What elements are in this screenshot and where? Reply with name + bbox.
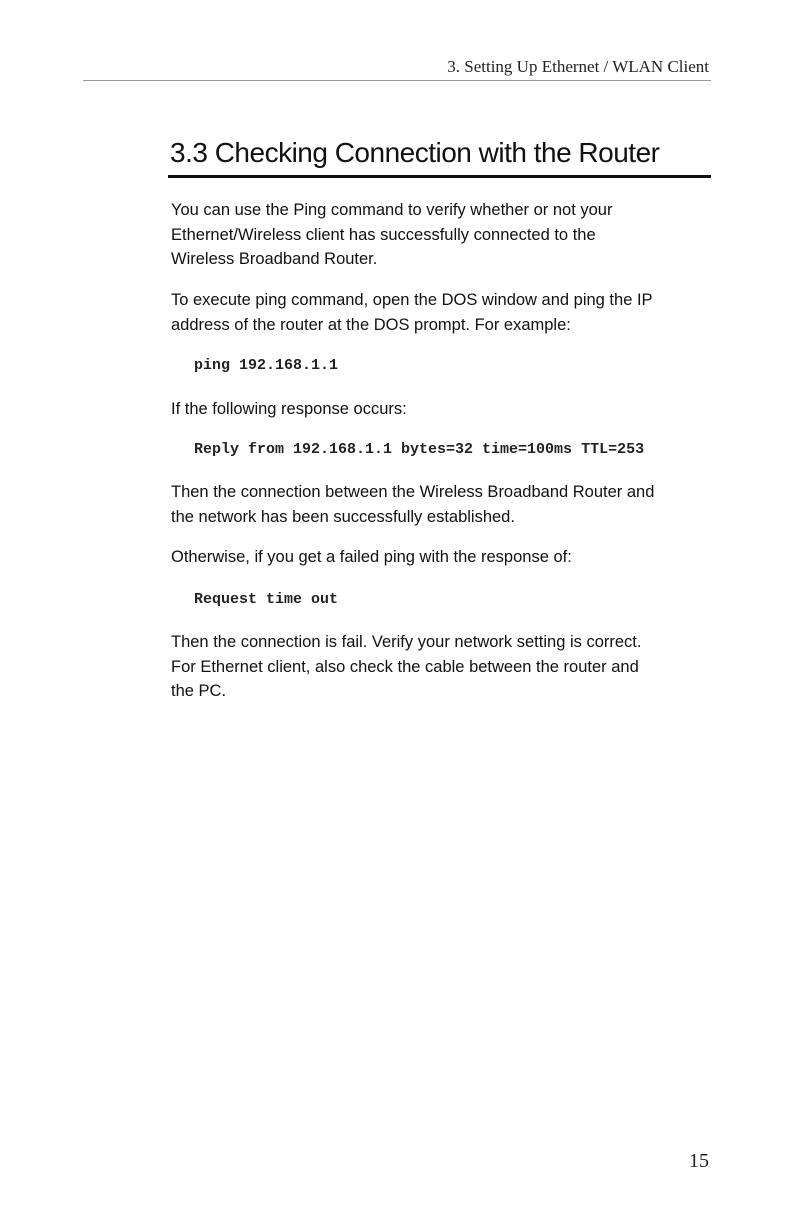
paragraph-intro	[171, 198, 711, 272]
paragraph-failure-intro	[171, 545, 711, 570]
paragraph-line: address of the router at the DOS prompt. For example:	[171, 315, 571, 334]
paragraph-line: the network has been successfully established.	[171, 507, 515, 526]
paragraph-failure	[171, 630, 711, 704]
paragraph-line: Then the connection between the Wireless Broadband Router and	[171, 483, 655, 501]
code-reply-response: Reply from 192.168.1.1 bytes=32 time=100ms TTL=253	[194, 441, 645, 458]
paragraph-success	[171, 480, 711, 529]
paragraph-execute-ping	[171, 288, 711, 337]
page-number: 15	[689, 1150, 709, 1172]
paragraph-line: If the following response occurs:	[171, 400, 407, 418]
title-underline	[168, 175, 711, 178]
paragraph-line: For Ethernet client, also check the cable between the router and	[171, 657, 639, 676]
section-title: 3.3 Checking Connection with the Router	[170, 137, 660, 168]
paragraph-response-intro	[171, 397, 711, 422]
paragraph-line: Otherwise, if you get a failed ping with the response of:	[171, 548, 572, 566]
paragraph-line: You can use the Ping command to verify whether or not your	[171, 201, 613, 219]
running-header: 3. Setting Up Ethernet / WLAN Client	[447, 57, 709, 76]
paragraph-line: the PC.	[171, 682, 227, 700]
code-ping-command: ping 192.168.1.1	[194, 357, 339, 374]
paragraph-line: Ethernet/Wireless client has successfully connected to the	[171, 225, 596, 244]
code-timeout-response: Request time out	[194, 591, 339, 608]
paragraph-line: Then the connection is fail. Verify your network setting is correct.	[171, 633, 642, 651]
paragraph-line: Wireless Broadband Router.	[171, 250, 378, 268]
header-divider	[83, 80, 711, 81]
paragraph-line: To execute ping command, open the DOS window and ping the IP	[171, 291, 653, 309]
